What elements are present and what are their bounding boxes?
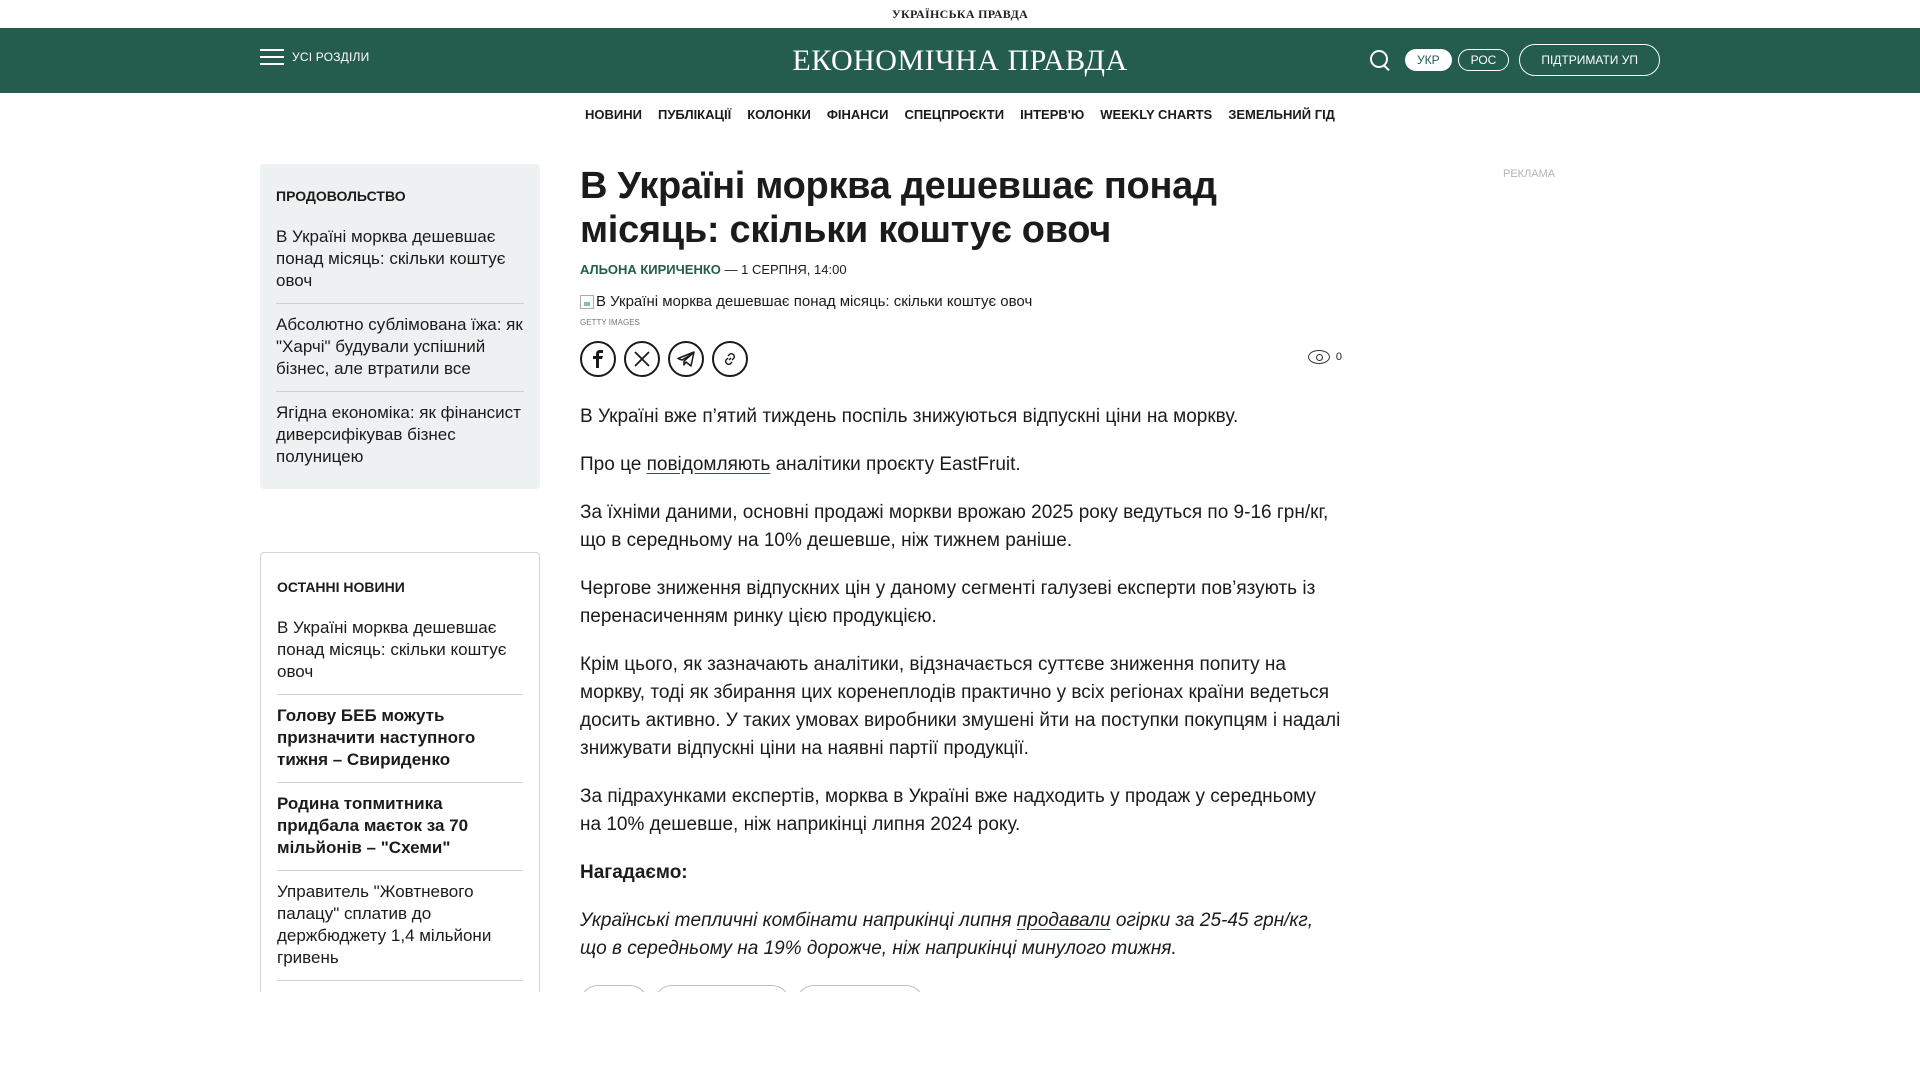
nav-item-columns[interactable]: КОЛОНКИ [747,106,811,122]
category-title[interactable]: ПРОДОВОЛЬСТВО [276,188,406,204]
image-alt-text: В Україні морква дешевшає понад місяць: скільки коштує овоч [596,293,1033,310]
all-sections-label: УСІ РОЗДІЛИ [292,50,370,64]
list-item[interactable]: Управитель "Жовтневого палацу" сплатив до держбюджету 1,4 мільйони гривень [277,871,523,981]
byline [580,262,1342,277]
nav-item-news[interactable]: НОВИНИ [585,106,642,122]
search-icon[interactable] [1369,49,1391,71]
nav-item-weekly-charts[interactable]: WEEKLY CHARTS [1100,106,1213,122]
ad-label: РЕКЛАМА [1503,168,1556,180]
paragraph: За підрахунками експертів, морква в Україні вже надходить у продаж у середньому на 10% дешевше, ніж наприкінці липня 2024 року. [580,786,1316,835]
telegram-icon[interactable] [668,341,704,377]
support-button[interactable]: ПІДТРИМАТИ УП [1519,44,1660,76]
paragraph: Про це повідомляють аналітики проєкту EastFruit. [580,454,1021,475]
view-counter [1308,350,1342,364]
article-body [580,403,1342,963]
eye-icon [1308,350,1330,364]
site-logo[interactable]: ЕКОНОМІЧНА ПРАВДА [792,44,1128,77]
paragraph: Чергове зниження відпускних цін у даному сегменті галузеві експерти пов’язують із перенасиченням ринку цією продукцією. [580,578,1316,627]
nav-item-finance[interactable]: ФІНАНСИ [826,106,889,122]
nav-item-publications[interactable]: ПУБЛІКАЦІЇ [658,106,732,122]
article [580,164,1342,1005]
image-credit: GETTY IMAGES [580,318,640,327]
link-icon[interactable] [712,341,748,377]
site-header [0,28,1920,93]
facebook-icon[interactable] [580,341,616,377]
category-sidebar [260,164,540,489]
view-count: 0 [1335,351,1342,363]
list-item[interactable]: В Україні морква дешевшає понад місяць: скільки коштує овоч [277,607,523,695]
nav-item-land-guide[interactable]: ЗЕМЕЛЬНИЙ ГІД [1228,106,1335,122]
list-item[interactable]: Абсолютно сублімована їжа: як "Харчі" будували успішний бізнес, але втратили все [276,304,524,392]
paragraph: Крім цього, як зазначають аналітики, відзначається суттєве зниження попиту на моркву, тоді як збирання цих коренеплодів практично у всіх регіонах країни ведеться досить активно. У таких умовах виробники змушені йти на поступки покупцям і надалі знижувати відпускні ціни на наявні партії продукції. [580,654,1341,759]
article-title: В Україні морква дешевшає понад місяць: скільки коштує овоч [580,165,1217,251]
list-item[interactable]: Ягідна економіка: як фінансист диверсифікував бізнес полуницею [276,403,521,466]
lang-ukr-button[interactable]: УКР [1405,49,1452,71]
header-actions [1369,44,1660,76]
lang-ros-button[interactable]: РОС [1458,49,1510,71]
list-item[interactable]: В Україні морква дешевшає понад місяць: скільки коштує овоч [276,216,524,304]
list-item[interactable]: Родина топмитника придбала маєток за 70 мільйонів – "Схеми" [277,783,523,871]
list-item[interactable]: Голову БЕБ можуть призначити наступного тижня – Свириденко [277,695,523,783]
broken-image-icon [580,295,594,309]
source-link[interactable]: повідомляють [646,454,771,475]
latest-news-title: ОСТАННІ НОВИНИ [277,579,405,595]
nav-item-interview[interactable]: ІНТЕРВ'Ю [1020,106,1085,122]
pravda-brand-link[interactable]: УКРАЇНСЬКА ПРАВДА [891,6,1029,21]
x-icon[interactable] [624,341,660,377]
share-bar [580,341,1342,377]
top-strip [0,0,1920,28]
publish-date: — 1 СЕРПНЯ, 14:00 [720,262,847,277]
viewport-bottom-blank [0,992,1920,1080]
paragraph: Українські тепличні комбінати наприкінці липня продавали огірки за 25-45 грн/кг, що в середньому на 19% дорожче, ніж наприкінці минулого тижня. [580,910,1314,959]
main-nav [0,93,1920,135]
paragraph: За їхніми даними, основні продажі моркви врожаю 2025 року ведуться по 9-16 грн/кг, що в середньому на 10% дешевше, ніж тижнем раніше. [580,502,1329,551]
latest-news-sidebar [260,552,540,992]
article-image [580,293,1342,310]
paragraph: В Україні вже п’ятий тиждень поспіль знижуються відпускні ціни на моркву. [580,406,1239,427]
nav-item-special-projects[interactable]: СПЕЦПРОЄКТИ [904,106,1005,122]
reminder-heading: Нагадаємо: [580,862,688,883]
related-link[interactable]: продавали [1016,910,1111,931]
author-link[interactable]: АЛЬОНА КИРИЧЕНКО [580,262,721,277]
